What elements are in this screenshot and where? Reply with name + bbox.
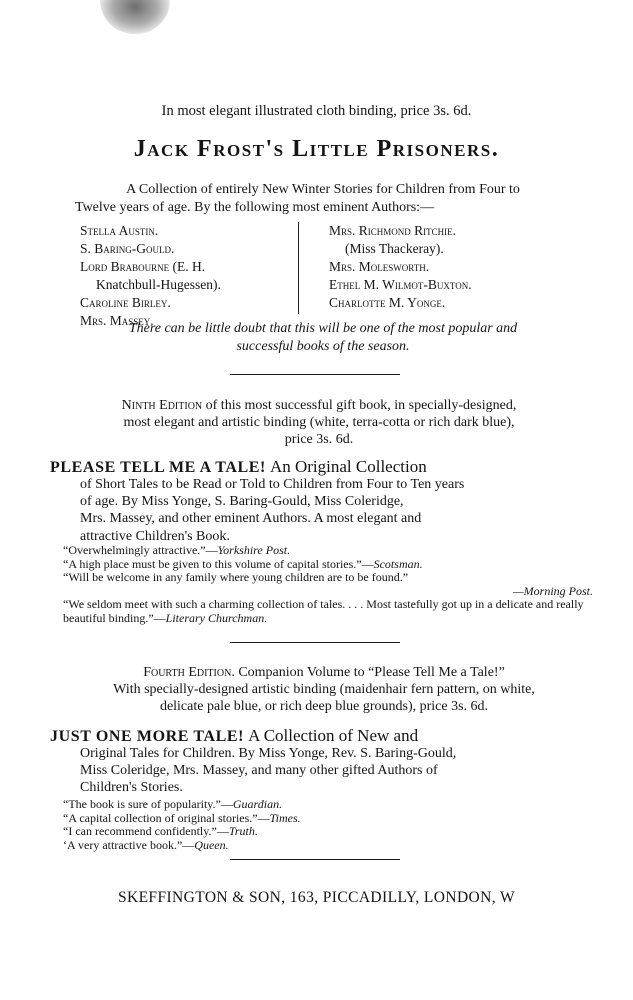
divider bbox=[230, 374, 400, 375]
praise-line: There can be little doubt that this will be one of the most popular and bbox=[128, 321, 518, 336]
review-source: Truth. bbox=[228, 824, 258, 838]
author: Ethel M. Wilmot-Buxton. bbox=[329, 277, 472, 292]
author: Knatchbull-Hugessen). bbox=[96, 277, 221, 292]
review-quote: “A high place must be given to this volume of capital stories.”— bbox=[63, 556, 374, 571]
book-title-just-one-more: JUST ONE MORE TALE! bbox=[50, 728, 245, 745]
review-quote: “A capital collection of original stories.”— bbox=[63, 810, 270, 825]
review bbox=[63, 598, 593, 625]
author: Lord Brabourne (E. H. bbox=[80, 259, 206, 274]
review bbox=[63, 798, 463, 812]
authors-list-left bbox=[80, 222, 299, 328]
reviews-please-tell bbox=[63, 544, 593, 625]
edition-line: price 3s. 6d. bbox=[284, 432, 354, 447]
book-title: Jack Frost's Little Prisoners. bbox=[133, 136, 500, 162]
publisher-imprint: SKEFFINGTON & SON, 163, PICCADILLY, LONDON, W bbox=[117, 889, 516, 906]
book-heading-just-one-more bbox=[50, 727, 595, 746]
divider bbox=[230, 859, 400, 860]
review bbox=[63, 571, 593, 598]
book-line: Mrs. Massey, and other eminent Authors. A most elegant and bbox=[80, 511, 422, 527]
book-line: of age. By Miss Yonge, S. Baring-Gould, Miss Coleridge, bbox=[80, 494, 404, 510]
author: (Miss Thackeray). bbox=[345, 241, 444, 256]
edition-line: Companion Volume to “Please Tell Me a Tale!” bbox=[238, 665, 505, 680]
book-subtitle: A Collection of New and bbox=[248, 726, 419, 745]
edition-label: Ninth Edition bbox=[121, 398, 203, 413]
reviews-just-one-more bbox=[63, 798, 463, 852]
review bbox=[63, 812, 463, 826]
edition-line: of this most successful gift book, in specially-designed, bbox=[205, 398, 517, 413]
author: Mrs. Molesworth. bbox=[329, 259, 430, 274]
review-source: —Morning Post. bbox=[512, 583, 593, 598]
edition-notice-fourth bbox=[50, 664, 598, 715]
book-description-just-one-more bbox=[80, 745, 595, 797]
edition-line: delicate pale blue, or rich deep blue grounds), price 3s. 6d. bbox=[159, 699, 489, 714]
review-quote: “Will be welcome in any family where young children are to be found.” bbox=[63, 570, 409, 584]
price-line: In most elegant illustrated cloth binding, price 3s. 6d. bbox=[161, 103, 472, 119]
review-source: Literary Churchman. bbox=[165, 610, 268, 625]
edition-label: Fourth Edition. bbox=[143, 665, 235, 680]
review-quote: “Overwhelmingly attractive.”— bbox=[63, 543, 218, 557]
author: S. Baring-Gould. bbox=[80, 241, 175, 256]
author: Mrs. Massey. bbox=[80, 313, 154, 328]
review-source: Scotsman. bbox=[373, 556, 423, 571]
book-title-please-tell: PLEASE TELL ME A TALE! bbox=[50, 459, 266, 476]
divider bbox=[230, 642, 400, 643]
authors-list-right bbox=[329, 222, 559, 312]
book-line: Original Tales for Children. By Miss Yonge, Rev. S. Baring-Gould, bbox=[80, 746, 457, 761]
book-line: of Short Tales to be Read or Told to Children from Four to Ten years bbox=[80, 477, 465, 492]
book-description-please-tell bbox=[80, 476, 595, 545]
review-source: Queen. bbox=[194, 837, 229, 852]
description bbox=[63, 181, 583, 217]
edition-line: most elegant and artistic binding (white, terra-cotta or rich dark blue), bbox=[123, 415, 515, 430]
description-line: Twelve years of age. By the following most eminent Authors:— bbox=[75, 200, 435, 215]
review-source: Times. bbox=[269, 810, 301, 825]
description-line: A Collection of entirely New Winter Stories for Children from Four to bbox=[126, 182, 520, 197]
edition-notice-ninth bbox=[45, 397, 593, 448]
author: Caroline Birley. bbox=[80, 295, 171, 310]
ink-stain bbox=[100, 0, 170, 34]
praise-line: successful books of the season. bbox=[236, 339, 410, 354]
author: Charlotte M. Yonge. bbox=[329, 295, 446, 310]
book-line: Children's Stories. bbox=[80, 780, 183, 796]
review-quote: “We seldom meet with such a charming collection of tales. . . . Most tastefully got up in a delicate and really beautiful binding.”— bbox=[63, 597, 584, 625]
review-quote: ‘A very attractive book.”— bbox=[63, 837, 195, 852]
book-subtitle: An Original Collection bbox=[269, 457, 427, 476]
review bbox=[63, 544, 593, 558]
review-source: Guardian. bbox=[232, 797, 283, 811]
review-quote: “I can recommend confidently.”— bbox=[63, 824, 229, 838]
book-heading-please-tell bbox=[50, 458, 595, 477]
author: Mrs. Richmond Ritchie. bbox=[329, 223, 457, 238]
book-line: attractive Children's Book. bbox=[80, 528, 230, 544]
author: Stella Austin. bbox=[80, 223, 159, 238]
praise-text bbox=[63, 320, 583, 356]
review-quote: “The book is sure of popularity.”— bbox=[63, 797, 233, 811]
review bbox=[63, 825, 463, 839]
review bbox=[63, 839, 463, 853]
edition-line: With specially-designed artistic binding (maidenhair fern pattern, on white, bbox=[113, 682, 535, 697]
review-source: Yorkshire Post. bbox=[217, 543, 291, 557]
review bbox=[63, 558, 593, 572]
book-line: Miss Coleridge, Mrs. Massey, and many other gifted Authors of bbox=[80, 763, 438, 779]
